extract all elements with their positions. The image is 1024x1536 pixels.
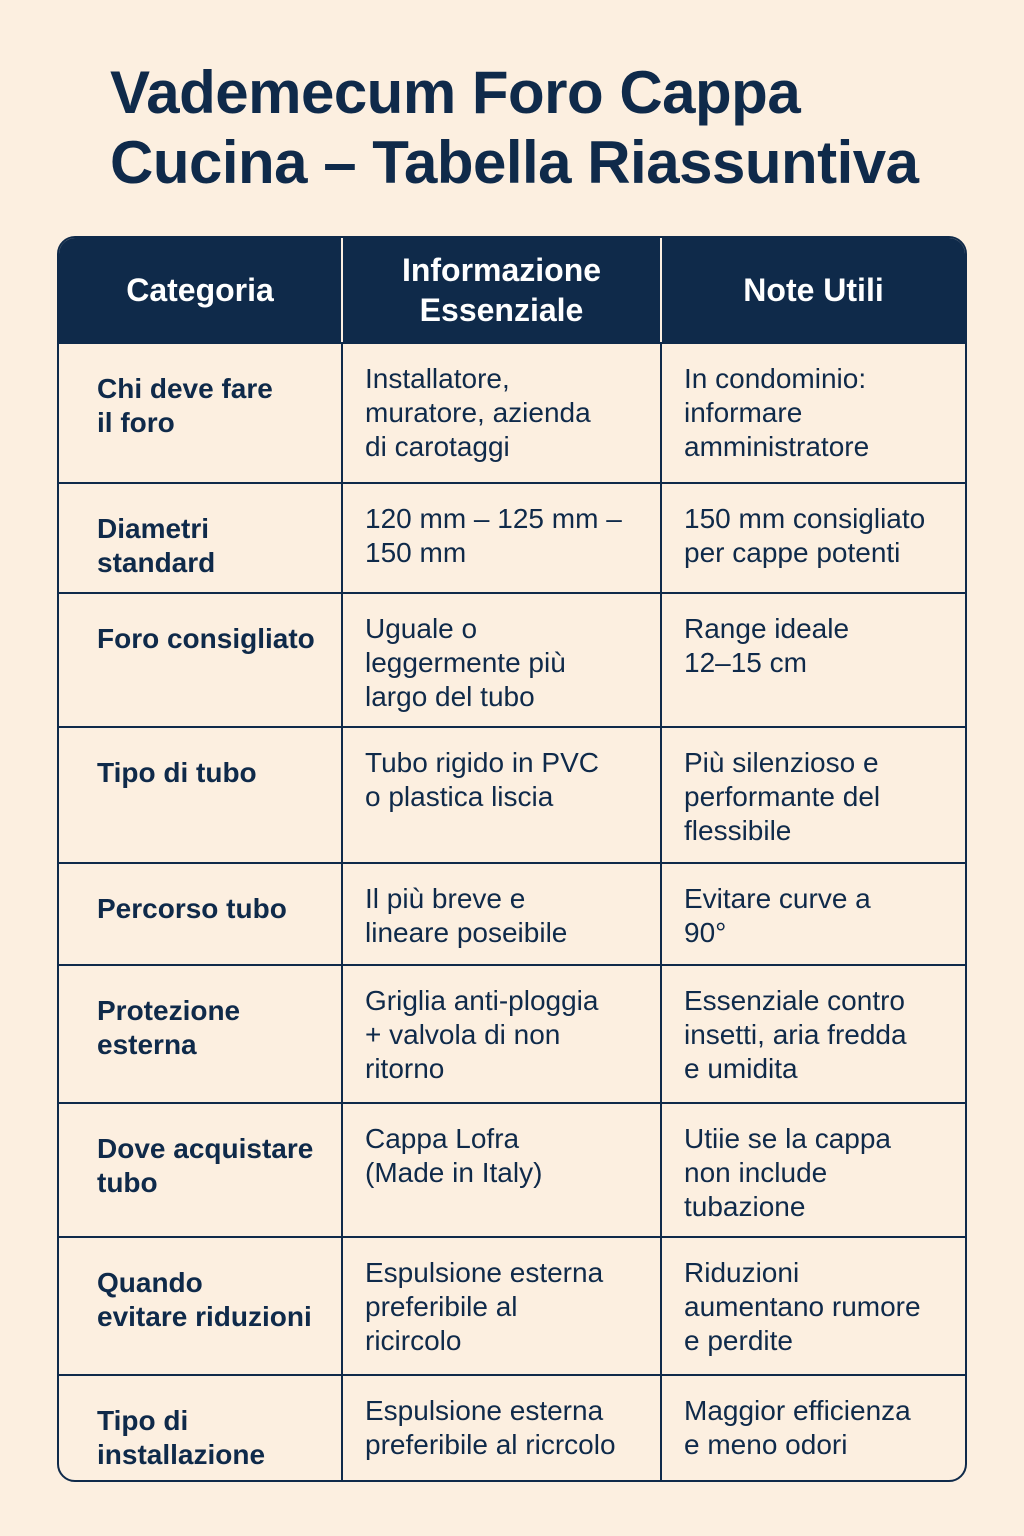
cell-info-line: Griglia anti-ploggia bbox=[365, 985, 599, 1016]
cell-info-line: + valvola di non bbox=[365, 1019, 561, 1050]
cell-info-line: 150 mm bbox=[365, 537, 467, 568]
cell-category bbox=[59, 863, 342, 965]
cell-notes-line: Più silenzioso e bbox=[684, 747, 879, 778]
cell-notes-line: Evitare curve a bbox=[684, 883, 871, 914]
cell-info-line: Installatore, bbox=[365, 363, 510, 394]
cell-category-line: evitare riduzioni bbox=[97, 1301, 312, 1332]
table-row bbox=[59, 1237, 965, 1375]
cell-info bbox=[342, 343, 661, 483]
cell-notes bbox=[661, 483, 965, 593]
cell-info-line: Espulsione esterna bbox=[365, 1395, 604, 1426]
cell-notes-line: performante del bbox=[684, 781, 881, 812]
cell-info-line: preferibile al ricrcolo bbox=[365, 1429, 616, 1460]
table-row bbox=[59, 1375, 965, 1482]
page-title bbox=[110, 58, 919, 198]
cell-notes bbox=[661, 727, 965, 863]
cell-notes bbox=[661, 343, 965, 483]
cell-notes-line: aumentano rumore bbox=[684, 1291, 921, 1322]
cell-notes bbox=[661, 863, 965, 965]
cell-notes bbox=[661, 1103, 965, 1237]
cell-category-line: Diametri bbox=[97, 513, 210, 544]
cell-category-line: standard bbox=[97, 547, 216, 578]
cell-info bbox=[342, 1375, 661, 1482]
cell-category bbox=[59, 727, 342, 863]
cell-category bbox=[59, 593, 342, 727]
cell-info-line: preferibile al bbox=[365, 1291, 518, 1322]
cell-notes bbox=[661, 1375, 965, 1482]
cell-info bbox=[342, 863, 661, 965]
cell-info-line: Uguale o bbox=[365, 613, 478, 644]
header-informazione-essenziale bbox=[342, 238, 661, 343]
cell-notes-line: Essenziale contro bbox=[684, 985, 906, 1016]
cell-notes-line: Utiie se la cappa bbox=[684, 1123, 892, 1154]
cell-notes bbox=[661, 1237, 965, 1375]
table-row bbox=[59, 727, 965, 863]
cell-notes-line: Maggior efficienza bbox=[684, 1395, 911, 1426]
cell-notes-line: tubazione bbox=[684, 1191, 806, 1222]
cell-info-line: (Made in Italy) bbox=[365, 1157, 543, 1188]
cell-notes-line: e perdite bbox=[684, 1325, 793, 1356]
cell-category-line: Tipo di bbox=[97, 1405, 189, 1436]
table-header-row bbox=[59, 238, 965, 343]
cell-info bbox=[342, 593, 661, 727]
cell-category-line: esterna bbox=[97, 1029, 197, 1060]
cell-info-line: Il più breve e bbox=[365, 883, 526, 914]
cell-notes bbox=[661, 965, 965, 1103]
cell-category-line: installazione bbox=[97, 1439, 266, 1470]
cell-category-line: Foro consigliato bbox=[97, 623, 315, 654]
table-row bbox=[59, 343, 965, 483]
cell-notes-line: non include bbox=[684, 1157, 828, 1188]
cell-info-line: lineare poseibile bbox=[365, 917, 568, 948]
cell-notes-line: e meno odori bbox=[684, 1429, 848, 1460]
cell-notes-line: flessibile bbox=[684, 815, 792, 846]
cell-notes-line: per cappe potenti bbox=[684, 537, 901, 568]
header-categoria: Categoria bbox=[59, 238, 342, 343]
cell-category bbox=[59, 1375, 342, 1482]
table-row bbox=[59, 1103, 965, 1237]
cell-category-line: Chi deve fare bbox=[97, 373, 273, 404]
cell-info-line: ricircolo bbox=[365, 1325, 462, 1356]
cell-notes-line: insetti, aria fredda bbox=[684, 1019, 907, 1050]
cell-notes-line: 150 mm consigliato bbox=[684, 503, 926, 534]
cell-category-line: Quando bbox=[97, 1267, 203, 1298]
cell-info bbox=[342, 1237, 661, 1375]
cell-notes-line: amministratore bbox=[684, 431, 870, 462]
cell-category-line: Percorso tubo bbox=[97, 893, 287, 924]
cell-info bbox=[342, 1103, 661, 1237]
cell-category-line: Tipo di tubo bbox=[97, 757, 257, 788]
cell-info-line: Cappa Lofra bbox=[365, 1123, 520, 1154]
cell-info-line: di carotaggi bbox=[365, 431, 510, 462]
cell-info-line: Espulsione esterna bbox=[365, 1257, 604, 1288]
cell-notes-line: 12–15 cm bbox=[684, 647, 807, 678]
cell-category-line: Protezione bbox=[97, 995, 241, 1026]
table-row bbox=[59, 593, 965, 727]
cell-info-line: Tubo rigido in PVC bbox=[365, 747, 599, 778]
cell-info bbox=[342, 965, 661, 1103]
cell-info-line: muratore, azienda bbox=[365, 397, 591, 428]
cell-category bbox=[59, 483, 342, 593]
cell-notes-line: 90° bbox=[684, 917, 727, 948]
cell-notes-line: e umidita bbox=[684, 1053, 798, 1084]
cell-notes-line: Riduzioni bbox=[684, 1257, 800, 1288]
header-col2-line1: Informazione bbox=[401, 252, 602, 288]
cell-category bbox=[59, 1103, 342, 1237]
cell-category-line: il foro bbox=[97, 407, 175, 438]
cell-notes bbox=[661, 593, 965, 727]
summary-table bbox=[57, 236, 967, 1482]
cell-info bbox=[342, 483, 661, 593]
cell-category-line: tubo bbox=[97, 1167, 158, 1198]
cell-category bbox=[59, 343, 342, 483]
cell-category-line: Dove acquistare bbox=[97, 1133, 314, 1164]
cell-info-line: leggermente più bbox=[365, 647, 566, 678]
title-line-2: Cucina – Tabella Riassuntiva bbox=[110, 129, 919, 196]
cell-notes-line: Range ideale bbox=[684, 613, 850, 644]
table-row bbox=[59, 965, 965, 1103]
header-col2-line2: Essenziale bbox=[419, 292, 584, 328]
cell-info-line: o plastica liscia bbox=[365, 781, 554, 812]
cell-notes-line: In condominio: bbox=[684, 363, 867, 394]
table-row bbox=[59, 483, 965, 593]
title-line-1: Vademecum Foro Cappa bbox=[110, 59, 801, 126]
cell-category bbox=[59, 1237, 342, 1375]
header-note-utili: Note Utili bbox=[661, 238, 965, 343]
cell-info-line: 120 mm – 125 mm – bbox=[365, 503, 622, 534]
cell-category bbox=[59, 965, 342, 1103]
cell-info-line: largo del tubo bbox=[365, 681, 535, 712]
cell-info-line: ritorno bbox=[365, 1053, 445, 1084]
cell-notes-line: informare bbox=[684, 397, 803, 428]
cell-info bbox=[342, 727, 661, 863]
table-row bbox=[59, 863, 965, 965]
